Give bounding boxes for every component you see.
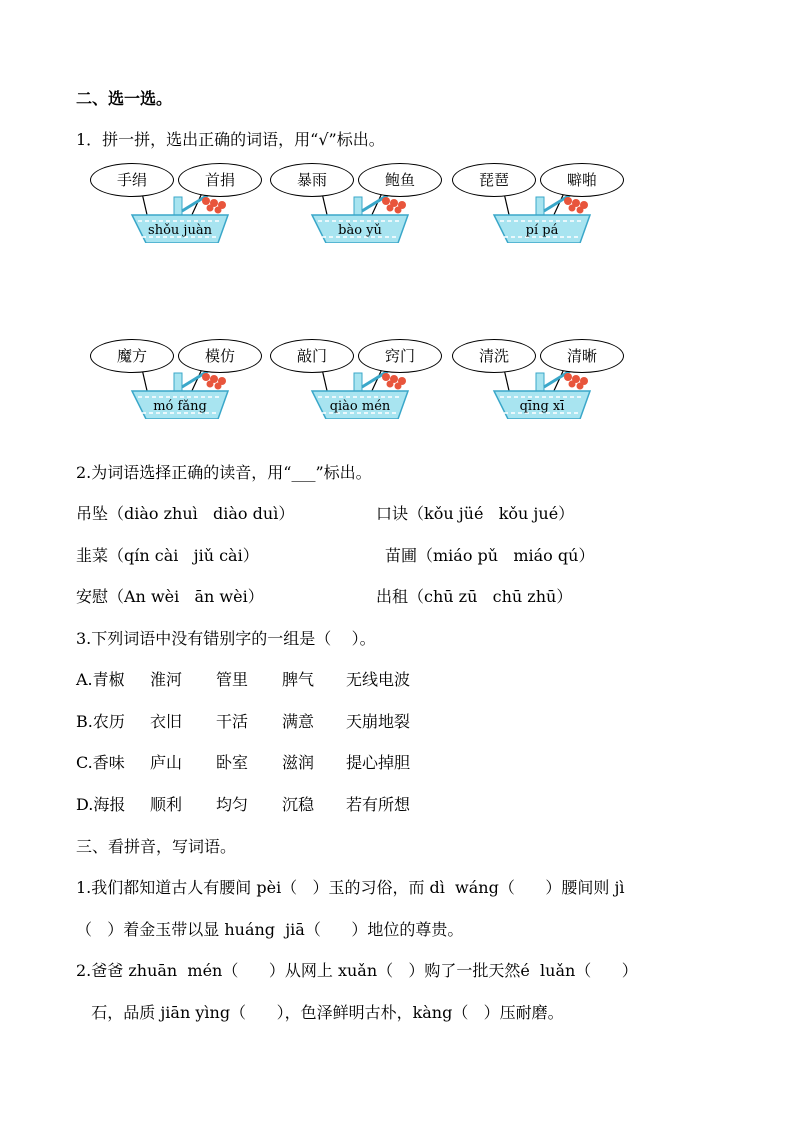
pinyin-label: qīng xī [519,399,565,414]
pinyin-label: shǒu juàn [148,223,212,238]
q3-option-first: B.农历 [76,712,125,731]
q2-row-3-left: 安慰（An wèi ān wèi） [76,587,264,606]
q3-option-first: D.海报 [76,795,126,814]
q3-option-word: 沉稳 [282,795,315,814]
q2-row-1-right: 口诀（kǒu jüé kǒu jué） [376,504,575,523]
section2-heading: 二、选一选。 [76,89,173,108]
word-option-right[interactable]: 清晰 [540,339,624,373]
q3-option-word: 管里 [216,670,249,689]
word-option-left[interactable]: 手绢 [90,163,174,197]
q3-option-word: 衣旧 [150,712,183,731]
q3-option-word: 提心掉胆 [346,753,411,772]
q2-row-2-right: 苗圃（miáo pǔ miáo qú） [385,546,595,565]
q3-option-word: 脾气 [282,670,315,689]
word-option-right[interactable]: 鲍鱼 [358,163,442,197]
q2-row-2-left: 韭菜（qín cài jiǔ cài） [76,546,259,565]
q2-row-1-left: 吊坠（diào zhuì diào duì） [76,504,295,523]
q3-option-word: 顺利 [150,795,183,814]
word-option-left[interactable]: 魔方 [90,339,174,373]
q3-option-first: C.香味 [76,753,125,772]
basket-group [90,339,270,419]
q3-option-word: 卧室 [216,753,249,772]
pinyin-label: qiào mén [329,399,391,414]
q1-prompt: 1．拼一拼，选出正确的词语，用“√”标出。 [76,130,385,149]
q3-option-word: 若有所想 [346,795,411,814]
word-option-right[interactable]: 模仿 [178,339,262,373]
q3-option-word: 淮河 [150,670,183,689]
q3-prompt: 3.下列词语中没有错别字的一组是（ ）。 [76,629,376,648]
section3-line-3: 2.爸爸 zhuān mén（ ）从网上 xuǎn（ ）购了一批天然é luǎn（ ） [76,961,638,980]
word-option-left[interactable]: 清洗 [452,339,536,373]
word-option-left[interactable]: 暴雨 [270,163,354,197]
q3-option-word: 满意 [282,712,315,731]
basket-group [270,339,450,419]
section3-line-2: （ ）着金玉带以显 huáng jiā（ ）地位的尊贵。 [76,920,464,939]
word-option-right[interactable]: 首捐 [178,163,262,197]
section3-line-4: 石，品质 jiān yìng（ ），色泽鲜明古朴，kàng（ ）压耐磨。 [76,1003,564,1022]
word-option-left[interactable]: 敲门 [270,339,354,373]
basket-group [452,163,632,243]
pinyin-label: bào yǔ [338,223,382,238]
section3-line-1: 1.我们都知道古人有腰间 pèi（ ）玉的习俗，而 dì wáng（ ）腰间则 jì [76,878,625,897]
basket-group [270,163,450,243]
q3-option-word: 均匀 [216,795,249,814]
pinyin-label: mó fǎng [153,399,207,414]
basket-group [90,163,270,243]
word-option-left[interactable]: 琵琶 [452,163,536,197]
pinyin-label: pí pá [525,223,559,238]
q3-option-word: 庐山 [150,753,183,772]
q3-option-word: 天崩地裂 [346,712,411,731]
q3-option-word: 滋润 [282,753,315,772]
word-option-right[interactable]: 窍门 [358,339,442,373]
q3-option-first: A.青椒 [76,670,125,689]
basket-group [452,339,632,419]
q3-option-word: 无线电波 [346,670,411,689]
section3-heading: 三、看拼音，写词语。 [76,837,237,856]
q2-prompt: 2.为词语选择正确的读音，用“___”标出。 [76,463,372,482]
q3-option-word: 干活 [216,712,249,731]
word-option-right[interactable]: 噼啪 [540,163,624,197]
q2-row-3-right: 出租（chū zū chū zhū） [376,587,573,606]
